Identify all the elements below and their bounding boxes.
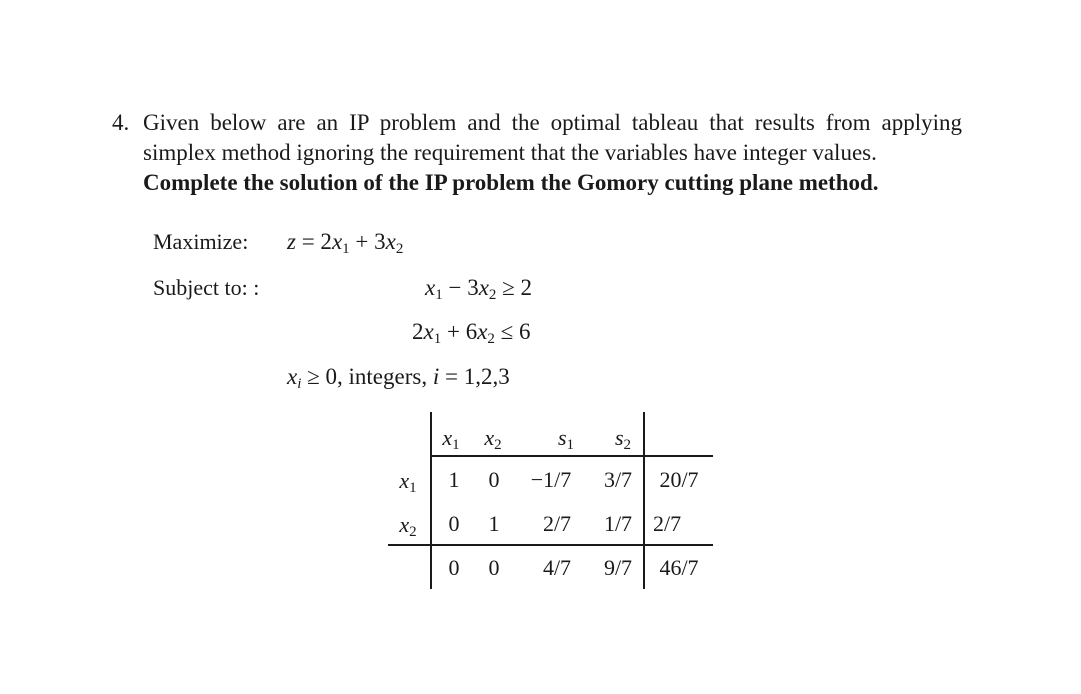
subject-to-label: Subject to: : xyxy=(153,275,260,300)
table-cell: 3/7 xyxy=(603,467,633,492)
problem-statement xyxy=(112,108,962,198)
integers-text: integers, xyxy=(348,364,428,389)
table-cell: 1 xyxy=(488,511,500,536)
row-basis-x1: $x_1$ xyxy=(399,468,417,496)
maximize-label: Maximize: xyxy=(153,229,249,254)
table-cell: 0 xyxy=(448,555,460,580)
problem-intro: Given below are an IP problem and the optimal tableau that results from applying simplex method ignoring the requirement that the variables have integer values. xyxy=(143,110,962,165)
table-cell-rhs: 46/7 xyxy=(659,555,699,580)
col-header-x2: $x_2$ xyxy=(484,425,502,453)
index-range: = 1,2,3 xyxy=(444,364,510,389)
tableau-objective-rule xyxy=(388,544,713,546)
table-cell-rhs: 2/7 xyxy=(653,511,682,536)
table-cell-rhs: 20/7 xyxy=(659,467,699,492)
table-cell: 2/7 xyxy=(542,511,572,536)
tableau-header-rule xyxy=(430,455,713,457)
tableau-left-border xyxy=(430,412,432,589)
table-cell: −1/7 xyxy=(530,467,572,492)
objective-function: $z = 2x_1 + 3x_2$ xyxy=(287,229,404,257)
table-cell: 1 xyxy=(448,467,460,492)
row-basis-x2: $x_2$ xyxy=(399,512,417,540)
problem-number: 4. xyxy=(112,110,130,135)
col-header-x1: $x_1$ xyxy=(442,425,460,453)
constraint-1: $x_1 - 3x_2 \ge 2$ xyxy=(425,275,533,303)
table-cell: 4/7 xyxy=(542,555,572,580)
col-header-s2: $s_2$ xyxy=(614,425,632,453)
table-cell: 9/7 xyxy=(603,555,633,580)
tableau-rhs-divider xyxy=(643,412,645,589)
table-cell: 0 xyxy=(448,511,460,536)
col-header-s1: $s_1$ xyxy=(557,425,575,453)
problem-instruction: Complete the solution of the IP problem the Gomory cutting plane method. xyxy=(143,170,879,195)
nonnegativity-constraint: $x_i \ge 0$, integers, i = 1,2,3 xyxy=(287,364,510,392)
table-cell: 0 xyxy=(488,555,500,580)
constraint-2: $2x_1 + 6x_2 \le 6$ xyxy=(412,319,531,347)
table-cell: 0 xyxy=(488,467,500,492)
table-cell: 1/7 xyxy=(603,511,633,536)
